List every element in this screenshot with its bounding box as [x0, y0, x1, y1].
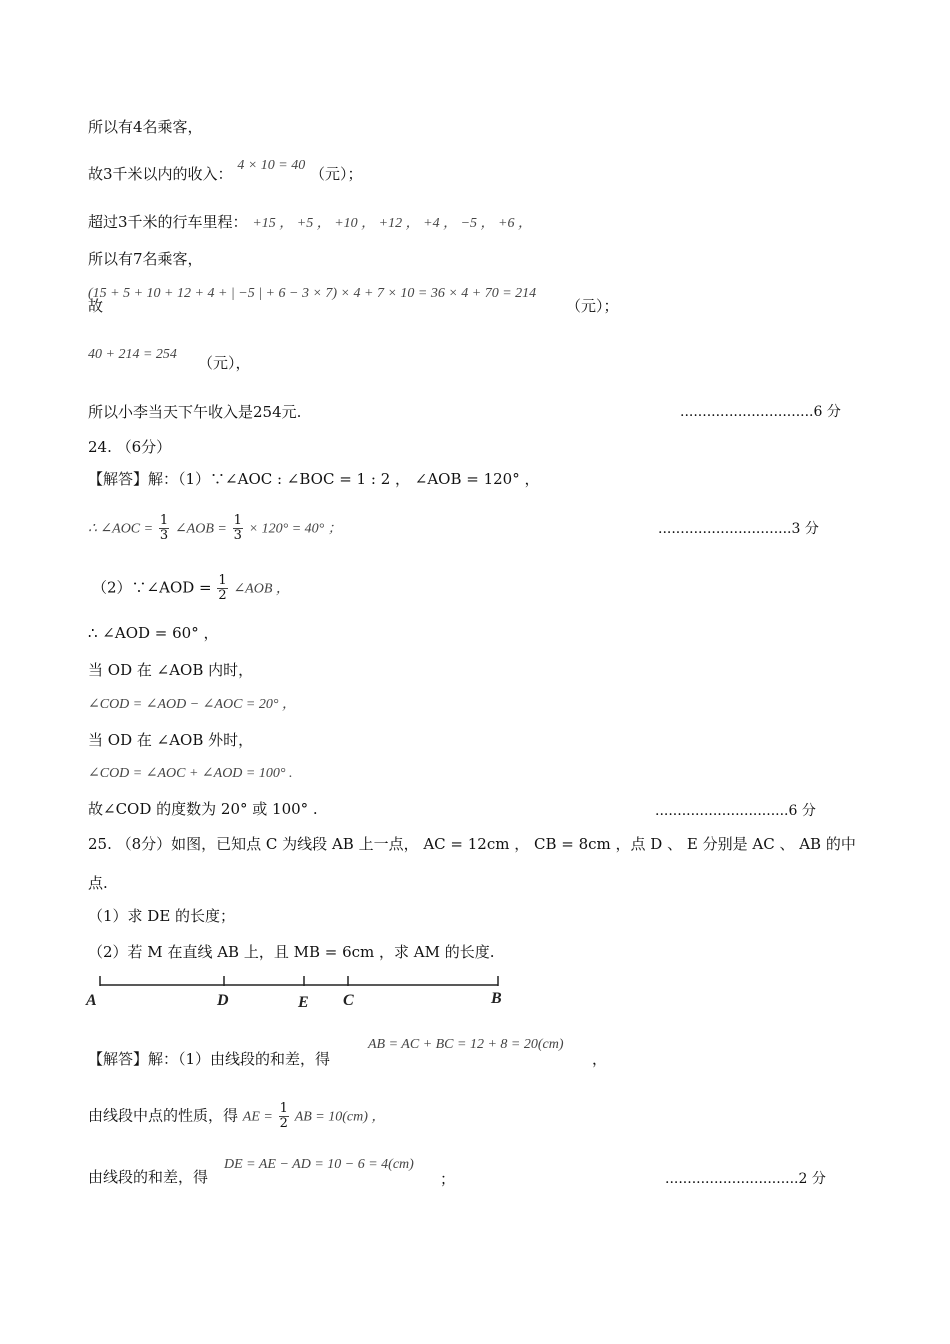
- solution-line: [88, 1102, 385, 1131]
- fraction: $\frac{1}{3}$: [159, 513, 169, 543]
- point-label-e: E: [298, 994, 309, 1011]
- math-text: ∴ ∠AOC =: [88, 521, 154, 537]
- fraction: $\frac{1}{2}$: [279, 1101, 288, 1131]
- segment-diagram: [0, 960, 950, 1020]
- solution-line: ∴ ∠AOD = 60° ，: [88, 624, 219, 642]
- math-text: AB = 10(cm) ，: [294, 1109, 386, 1125]
- text-line: [88, 158, 363, 187]
- math-expression: 40 + 214 = 254: [88, 347, 177, 362]
- question-text: （2）若 M 在直线 AB 上，且 MB = 6cm ，求 AM 的长度.: [88, 943, 495, 961]
- math-expression: AB = AC + BC = 12 + 8 = 20(cm): [368, 1037, 564, 1052]
- point-label-d: D: [217, 992, 229, 1009]
- text-prefix: 故: [88, 297, 104, 315]
- text-prefix: 超过3千米的行车里程：: [88, 213, 248, 231]
- question-text: 点.: [88, 874, 108, 892]
- solution-line: 当 OD 在 ∠AOB 外时，: [88, 731, 254, 749]
- point-label-a: A: [86, 992, 97, 1009]
- math-expression: (15 + 5 + 10 + 12 + 4 + | −5 | + 6 − 3 × 7) × 4 + 7 × 10 = 36 × 4 + 70 = 214: [88, 286, 537, 301]
- text-line: 所以有4名乘客，: [88, 118, 203, 136]
- punctuation: ；: [440, 1170, 456, 1188]
- math-expression: DE = AE − AD = 10 − 6 = 4(cm): [224, 1157, 414, 1172]
- point-label-c: C: [343, 992, 354, 1009]
- question-title: 24. （6分）: [88, 438, 172, 456]
- text-line: 所以有7名乘客，: [88, 250, 203, 268]
- score-marker: ..............................3 分: [658, 521, 819, 537]
- score-marker: ..............................6 分: [680, 404, 841, 420]
- score-marker: ..............................6 分: [655, 803, 816, 819]
- text-prefix: 由线段中点的性质，得: [88, 1106, 239, 1125]
- text-prefix: 故3千米以内的收入：: [88, 165, 233, 183]
- solution-line: ∠COD = ∠AOD − ∠AOC = 20° ，: [88, 697, 296, 712]
- question-text: 25. （8分）如图，已知点 C 为线段 AB 上一点， AC = 12cm ， CB = 8cm ，点 D 、 E 分别是 AC 、 AB 的中: [88, 835, 856, 853]
- solution-line: 故∠COD 的度数为 20° 或 100° .: [88, 800, 318, 818]
- text-line: [88, 211, 532, 235]
- math-text: ∠AOB =: [174, 521, 227, 537]
- score-marker: ..............................2 分: [665, 1171, 826, 1187]
- solution-line: 当 OD 在 ∠AOB 内时，: [88, 661, 254, 679]
- unit-text: （元），: [198, 354, 251, 372]
- solution-line: 【解答】解：（1）由线段的和差，得: [88, 1050, 331, 1068]
- punctuation: ，: [592, 1050, 608, 1068]
- solution-line: ∠COD = ∠AOC + ∠AOD = 100° .: [88, 766, 293, 781]
- math-text: × 120° = 40° ；: [248, 521, 342, 537]
- math-text: （2）∵∠AOD =: [92, 578, 212, 597]
- solution-line: 【解答】解：（1）∵∠AOC : ∠BOC = 1 : 2 ， ∠AOB = 120° ，: [88, 470, 540, 488]
- point-label-b: B: [491, 990, 502, 1007]
- math-text: AE =: [242, 1109, 273, 1125]
- fraction: $\frac{1}{2}$: [218, 573, 227, 603]
- text-line: 所以小李当天下午收入是254元.: [88, 403, 302, 421]
- unit-text: （元）；: [310, 165, 363, 183]
- math-expression: 4 × 10 = 40: [237, 158, 306, 173]
- solution-line: 由线段的和差，得: [88, 1168, 209, 1186]
- question-text: （1）求 DE 的长度；: [88, 907, 236, 925]
- unit-text: （元）；: [566, 297, 619, 315]
- solution-line: [92, 574, 290, 603]
- math-text: ∠AOB ，: [233, 581, 290, 597]
- solution-line: [88, 514, 342, 543]
- fraction: $\frac{1}{3}$: [233, 513, 242, 543]
- math-expression: +15 ， +5 ， +10 ， +12 ， +4 ， −5 ， +6 ，: [252, 216, 532, 231]
